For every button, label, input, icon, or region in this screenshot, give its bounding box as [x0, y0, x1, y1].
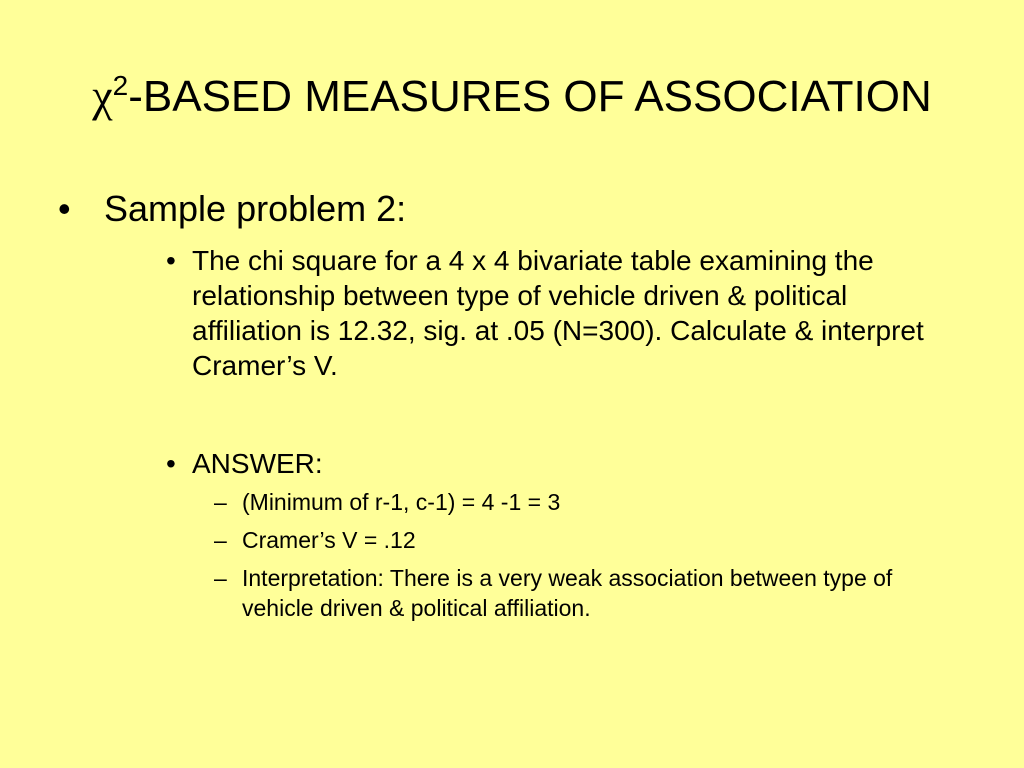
sample-problem-heading: Sample problem 2:: [104, 188, 407, 229]
answer-item: [214, 563, 954, 623]
title-superscript: 2: [112, 70, 129, 101]
answer-item: [214, 525, 954, 555]
answer-item-text: (Minimum of r-1, c-1) = 4 -1 = 3: [242, 489, 561, 515]
bullet-marker: •: [166, 245, 176, 276]
answer-item-text: Interpretation: There is a very weak association between type of vehicle driven & political affiliation.: [242, 565, 893, 621]
bullet-marker: •: [166, 448, 176, 479]
slide-title: [0, 66, 1024, 127]
dash-marker: –: [214, 565, 227, 591]
answer-label: ANSWER:: [192, 448, 323, 479]
answer-item: [214, 487, 954, 517]
bullet-marker: •: [58, 188, 71, 229]
problem-statement-text: The chi square for a 4 x 4 bivariate table examining the relationship between type of vehicle driven & political affiliation is 12.32, sig. at .05 (N=300). Calculate & interpret Cramer’s V.: [192, 245, 924, 381]
answer-item-text: Cramer’s V = .12: [242, 527, 416, 553]
chi-symbol: χ: [92, 70, 113, 121]
bullet-answer: [166, 446, 956, 481]
title-text: -BASED MEASURES OF ASSOCIATION: [128, 72, 932, 121]
dash-marker: –: [214, 527, 227, 553]
dash-marker: –: [214, 489, 227, 515]
bullet-problem-statement: [166, 243, 956, 383]
